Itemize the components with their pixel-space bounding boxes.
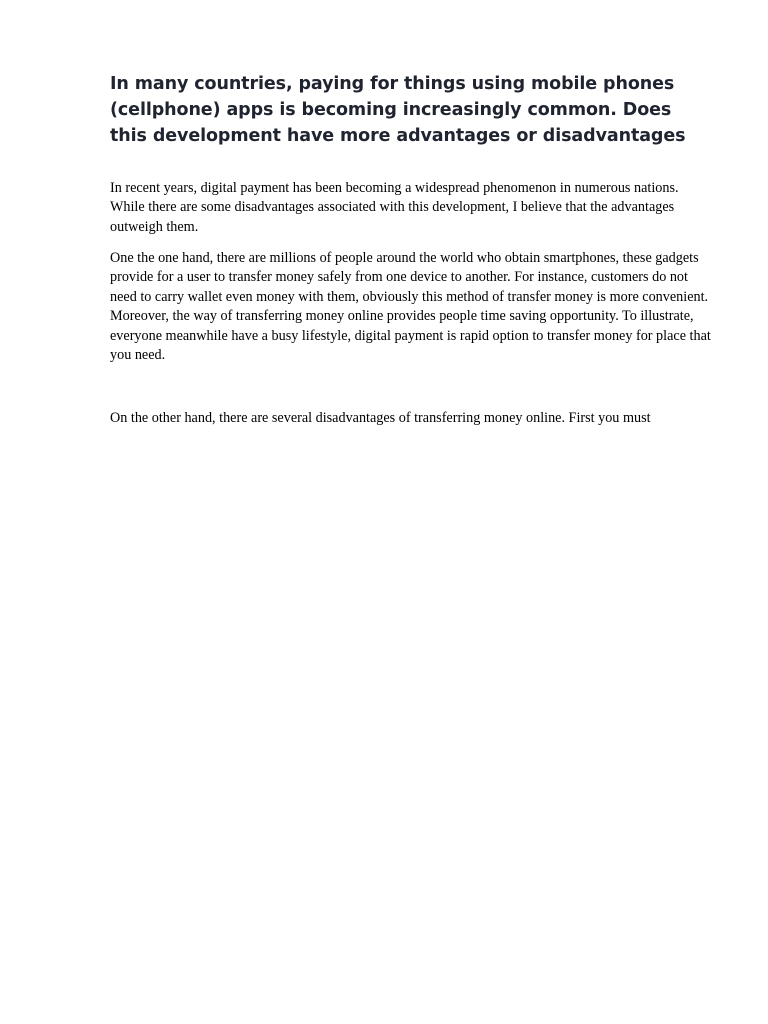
essay-title: In many countries, paying for things using mobile phones (cellphone) apps is becoming increasingly common. Does this development have more advantages or disadvantages (110, 74, 686, 146)
paragraph-advantages: One the one hand, there are millions of people around the world who obtain smartphones, these gadgets provide for a user to transfer money safely from one device to another. For instance, customers do not need to carry wallet even money with them, obviously this method of transfer money is more convenient. Moreover, the way of transferring money online provides people time saving opportunity. To illustrate, everyone meanwhile have a busy lifestyle, digital payment is rapid option to transfer money for place that you need. (110, 250, 711, 364)
paragraph-disadvantages: On the other hand, there are several disadvantages of transferring money online. First you must (110, 410, 651, 426)
paragraph-introduction: In recent years, digital payment has been becoming a widespread phenomenon in numerous nations. While there are some disadvantages associated with this development, I believe that the advantages outweigh them. (110, 180, 679, 235)
